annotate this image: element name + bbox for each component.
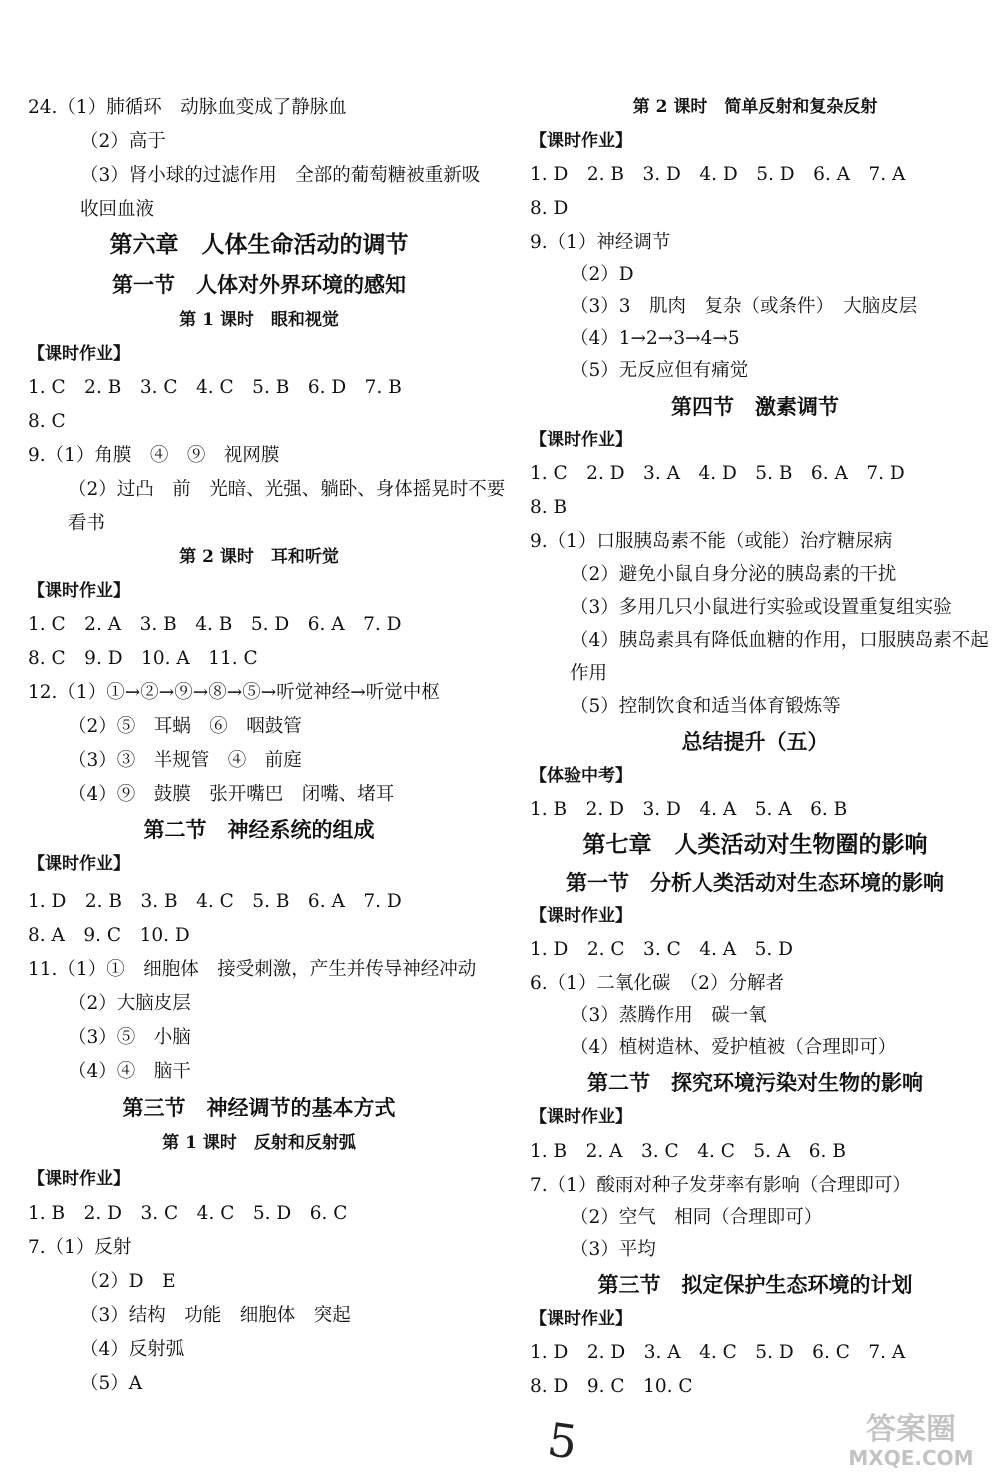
answer-line: （3）蒸腾作用 碳一氧 — [570, 1005, 767, 1026]
answer-line: （3）结构 功能 细胞体 突起 — [80, 1305, 351, 1326]
answer-line: 1. C 2. B 3. C 4. C 5. B 6. D 7. B — [28, 377, 402, 398]
answer-line: 9.（1）神经调节 — [530, 232, 671, 253]
answer-line: （2）大脑皮层 — [68, 993, 191, 1014]
section-title: 第一节 分析人类活动对生态环境的影响 — [566, 871, 944, 895]
answer-line: 12.（1）①→②→⑨→⑧→⑤→听觉神经→听觉中枢 — [28, 682, 440, 703]
answer-line: 1. D 2. D 3. A 4. C 5. D 6. C 7. A — [530, 1342, 906, 1363]
section-title: 第一节 人体对外界环境的感知 — [112, 273, 406, 297]
watermark-text: 答案圈 — [866, 1412, 956, 1447]
answer-line: 24.（1）肺循环 动脉血变成了静脉血 — [28, 97, 347, 118]
lesson-title: 第 1 课时 反射和反射弧 — [162, 1133, 356, 1153]
answer-line: （2）过凸 前 光暗、光强、躺卧、身体摇晃时不要 — [68, 479, 506, 500]
answer-line: 9.（1）口服胰岛素不能（或能）治疗糖尿病 — [530, 531, 893, 552]
answer-line: （3）肾小球的过滤作用 全部的葡萄糖被重新吸 — [80, 165, 481, 186]
answer-line: （3）③ 半规管 ④ 前庭 — [68, 750, 302, 771]
lesson-title: 第 2 课时 耳和听觉 — [179, 547, 339, 567]
answer-line: 1. D 2. C 3. C 4. A 5. D — [530, 939, 793, 960]
answer-line: （3）多用几只小鼠进行实验或设置重复组实验 — [570, 597, 952, 618]
answer-line: 1. D 2. B 3. B 4. C 5. B 6. A 7. D — [28, 891, 402, 912]
answer-line: 1. B 2. A 3. C 4. C 5. A 6. B — [530, 1141, 846, 1162]
homework-label: 【课时作业】 — [28, 344, 130, 364]
homework-label: 【课时作业】 — [28, 581, 130, 601]
answer-line: 收回血液 — [80, 199, 155, 220]
answer-line: （4）胰岛素具有降低血糖的作用，口服胰岛素不起 — [570, 630, 989, 651]
lesson-title: 第 1 课时 眼和视觉 — [179, 310, 339, 330]
answer-line: 看书 — [68, 513, 106, 534]
homework-label: 【课时作业】 — [530, 1107, 632, 1127]
answer-line: 8. C 9. D 10. A 11. C — [28, 648, 258, 669]
answer-line: 7.（1）酸雨对种子发芽率有影响（合理即可） — [530, 1175, 911, 1196]
answer-line: （2）D — [570, 264, 634, 285]
answer-line: 1. C 2. D 3. A 4. D 5. B 6. A 7. D — [530, 463, 905, 484]
answer-line: 8. A 9. C 10. D — [28, 925, 190, 946]
answer-line: 8. D 9. C 10. C — [530, 1376, 693, 1397]
answer-line: 作用 — [570, 663, 608, 684]
answer-line: 9.（1）角膜 ④ ⑨ 视网膜 — [28, 445, 280, 466]
section-title: 第三节 拟定保护生态环境的计划 — [597, 1273, 913, 1297]
homework-label: 【课时作业】 — [28, 1169, 130, 1189]
answer-line: （4）⑨ 鼓膜 张开嘴巴 闭嘴、堵耳 — [68, 784, 395, 805]
homework-label: 【课时作业】 — [530, 1309, 632, 1329]
answer-line: （5）A — [80, 1373, 143, 1394]
chapter-title: 第六章 人体生命活动的调节 — [109, 232, 409, 258]
answer-line: （2）空气 相同（合理即可） — [570, 1207, 823, 1228]
answer-line: （2）高于 — [80, 131, 166, 152]
lesson-title: 第 2 课时 简单反射和复杂反射 — [632, 97, 878, 117]
answer-line: （2）D E — [80, 1271, 176, 1292]
exam-label: 【体验中考】 — [530, 766, 632, 786]
section-title: 第二节 探究环境污染对生物的影响 — [587, 1071, 923, 1095]
answer-line: 1. B 2. D 3. C 4. C 5. D 6. C — [28, 1203, 348, 1224]
answer-line: 8. D — [530, 198, 569, 219]
answer-line: （2）避免小鼠自身分泌的胰岛素的干扰 — [570, 564, 897, 585]
answer-line: （5）控制饮食和适当体育锻炼等 — [570, 696, 841, 717]
watermark-logo — [836, 1405, 986, 1471]
answer-line: （4）反射弧 — [80, 1339, 185, 1360]
homework-label: 【课时作业】 — [530, 906, 632, 926]
homework-label: 【课时作业】 — [530, 131, 632, 151]
answer-line: （3）3 肌肉 复杂（或条件） 大脑皮层 — [570, 296, 918, 317]
answer-line: （2）⑤ 耳蜗 ⑥ 咽鼓管 — [68, 716, 302, 737]
answer-line: 8. C — [28, 411, 66, 432]
answer-line: 1. B 2. D 3. D 4. A 5. A 6. B — [530, 799, 848, 820]
answer-line: （4）④ 脑干 — [68, 1061, 191, 1082]
homework-label: 【课时作业】 — [530, 430, 632, 450]
answer-line: 11.（1）① 细胞体 接受刺激，产生并传导神经冲动 — [28, 959, 477, 980]
answer-line: （5）无反应但有痛觉 — [570, 360, 749, 381]
answer-line: （4）1→2→3→4→5 — [570, 328, 740, 349]
answer-line: 1. C 2. A 3. B 4. B 5. D 6. A 7. D — [28, 614, 402, 635]
section-title: 总结提升（五） — [681, 730, 829, 754]
answer-line: （3）平均 — [570, 1239, 656, 1260]
section-title: 第三节 神经调节的基本方式 — [122, 1096, 396, 1120]
section-title: 第四节 激素调节 — [671, 395, 839, 419]
answer-line: （4）植树造林、爱护植被（合理即可） — [570, 1037, 897, 1058]
answer-line: 7.（1）反射 — [28, 1237, 132, 1258]
watermark-url: MXQE.COM — [848, 1446, 974, 1470]
answer-line: 1. D 2. B 3. D 4. D 5. D 6. A 7. A — [530, 164, 906, 185]
homework-label: 【课时作业】 — [28, 854, 130, 874]
answer-line: 8. B — [530, 497, 568, 518]
chapter-title: 第七章 人类活动对生物圈的影响 — [582, 832, 928, 858]
answer-line: （3）⑤ 小脑 — [68, 1027, 191, 1048]
section-title: 第二节 神经系统的组成 — [143, 818, 375, 842]
page-number: 5 — [544, 1412, 581, 1470]
answer-line: 6.（1）二氧化碳 （2）分解者 — [530, 973, 784, 994]
